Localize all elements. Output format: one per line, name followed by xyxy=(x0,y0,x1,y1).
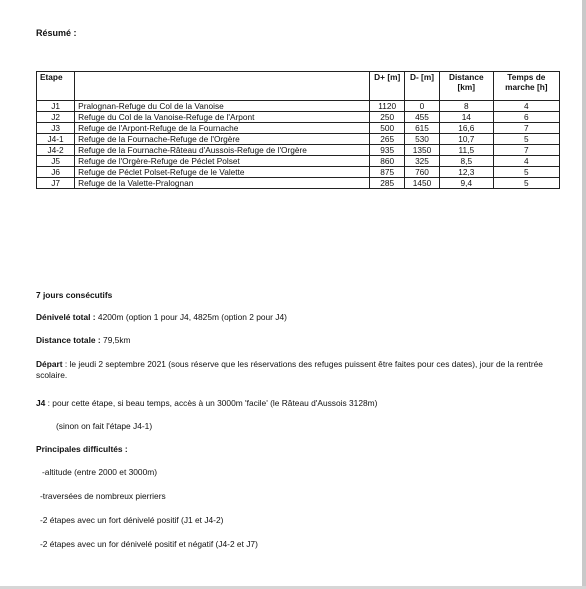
cell-temps: 5 xyxy=(493,134,559,145)
cell-distance: 11,5 xyxy=(439,145,493,156)
cell-etape: J6 xyxy=(37,167,75,178)
depart-label: Départ xyxy=(36,359,63,369)
cell-route: Refuge de la Fournache-Refuge de l'Orgère xyxy=(75,134,370,145)
difficulte-item: -2 étapes avec un for dénivelé positif et négatif (J4-2 et J7) xyxy=(40,539,258,549)
cell-d-minus: 1450 xyxy=(405,178,440,189)
cell-d-plus: 860 xyxy=(370,156,405,167)
cell-route: Refuge de l'Arpont-Refuge de la Fournache xyxy=(75,123,370,134)
table-row xyxy=(37,156,560,167)
cell-etape: J4-1 xyxy=(37,134,75,145)
j4-value: : pour cette étape, si beau temps, accès à un 3000m 'facile' (le Râteau d'Aussois 3128m) xyxy=(45,398,378,408)
cell-d-plus: 1120 xyxy=(370,101,405,112)
table-row xyxy=(37,167,560,178)
sinon-line: (sinon on fait l'étape J4-1) xyxy=(56,421,153,431)
cell-route: Refuge de la Fournache-Râteau d'Aussois-Refuge de l'Orgère xyxy=(75,145,370,156)
distance-line xyxy=(36,335,556,346)
cell-distance: 14 xyxy=(439,112,493,123)
denivele-label: Dénivelé total : xyxy=(36,312,96,322)
header-route xyxy=(75,72,370,101)
cell-temps: 4 xyxy=(493,101,559,112)
cell-d-plus: 265 xyxy=(370,134,405,145)
denivele-line xyxy=(36,312,556,323)
cell-distance: 8 xyxy=(439,101,493,112)
depart-value: : le jeudi 2 septembre 2021 (sous réserve que les réservations des refuges puissent être faites pour ces dates), jour de la rentrée scolaire. xyxy=(36,359,543,380)
cell-distance: 12,3 xyxy=(439,167,493,178)
cell-d-minus: 1350 xyxy=(405,145,440,156)
cell-d-minus: 325 xyxy=(405,156,440,167)
cell-d-minus: 455 xyxy=(405,112,440,123)
difficulte-item: -altitude (entre 2000 et 3000m) xyxy=(42,467,157,477)
header-d-plus: D+ [m] xyxy=(370,72,405,101)
cell-d-plus: 250 xyxy=(370,112,405,123)
distance-value: 79,5km xyxy=(100,335,131,345)
cell-distance: 10,7 xyxy=(439,134,493,145)
table-row xyxy=(37,134,560,145)
table-header-row xyxy=(37,72,560,101)
cell-temps: 5 xyxy=(493,167,559,178)
cell-d-plus: 875 xyxy=(370,167,405,178)
cell-distance: 16,6 xyxy=(439,123,493,134)
table-row xyxy=(37,123,560,134)
cell-etape: J5 xyxy=(37,156,75,167)
cell-d-minus: 0 xyxy=(405,101,440,112)
cell-etape: J3 xyxy=(37,123,75,134)
cell-temps: 7 xyxy=(493,123,559,134)
header-temps: Temps de marche [h] xyxy=(493,72,559,101)
cell-route: Refuge de l'Orgère-Refuge de Péclet Polset xyxy=(75,156,370,167)
cell-temps: 5 xyxy=(493,178,559,189)
summary-table xyxy=(36,71,560,189)
difficulte-item: -2 étapes avec un fort dénivelé positif (J1 et J4-2) xyxy=(40,515,224,525)
header-etape: Etape xyxy=(37,72,75,101)
difficulte-item: -traversées de nombreux pierriers xyxy=(40,491,166,501)
jours-heading: 7 jours consécutifs xyxy=(36,290,113,300)
cell-temps: 6 xyxy=(493,112,559,123)
cell-d-plus: 500 xyxy=(370,123,405,134)
resume-title: Résumé : xyxy=(36,28,77,38)
header-distance: Distance [km] xyxy=(439,72,493,101)
cell-distance: 8,5 xyxy=(439,156,493,167)
table-row xyxy=(37,101,560,112)
cell-d-minus: 760 xyxy=(405,167,440,178)
cell-temps: 4 xyxy=(493,156,559,167)
cell-d-minus: 530 xyxy=(405,134,440,145)
cell-route: Refuge de Péclet Polset-Refuge de le Valette xyxy=(75,167,370,178)
cell-route: Refuge du Col de la Vanoise-Refuge de l'Arpont xyxy=(75,112,370,123)
cell-d-minus: 615 xyxy=(405,123,440,134)
j4-label: J4 xyxy=(36,398,46,408)
distance-label: Distance totale : xyxy=(36,335,101,345)
table-row xyxy=(37,112,560,123)
header-d-minus: D- [m] xyxy=(405,72,440,101)
table-row xyxy=(37,145,560,156)
cell-temps: 7 xyxy=(493,145,559,156)
cell-etape: J7 xyxy=(37,178,75,189)
cell-d-plus: 285 xyxy=(370,178,405,189)
cell-etape: J2 xyxy=(37,112,75,123)
cell-d-plus: 935 xyxy=(370,145,405,156)
j4-line xyxy=(36,398,556,409)
cell-route: Pralognan-Refuge du Col de la Vanoise xyxy=(75,101,370,112)
cell-etape: J4-2 xyxy=(37,145,75,156)
page-edge-right xyxy=(582,0,586,589)
difficultes-heading: Principales difficultés : xyxy=(36,444,128,454)
cell-etape: J1 xyxy=(37,101,75,112)
denivele-value: 4200m (option 1 pour J4, 4825m (option 2 pour J4) xyxy=(95,312,287,322)
cell-distance: 9,4 xyxy=(439,178,493,189)
table-row xyxy=(37,178,560,189)
depart-paragraph xyxy=(36,359,556,381)
cell-route: Refuge de la Valette-Pralognan xyxy=(75,178,370,189)
